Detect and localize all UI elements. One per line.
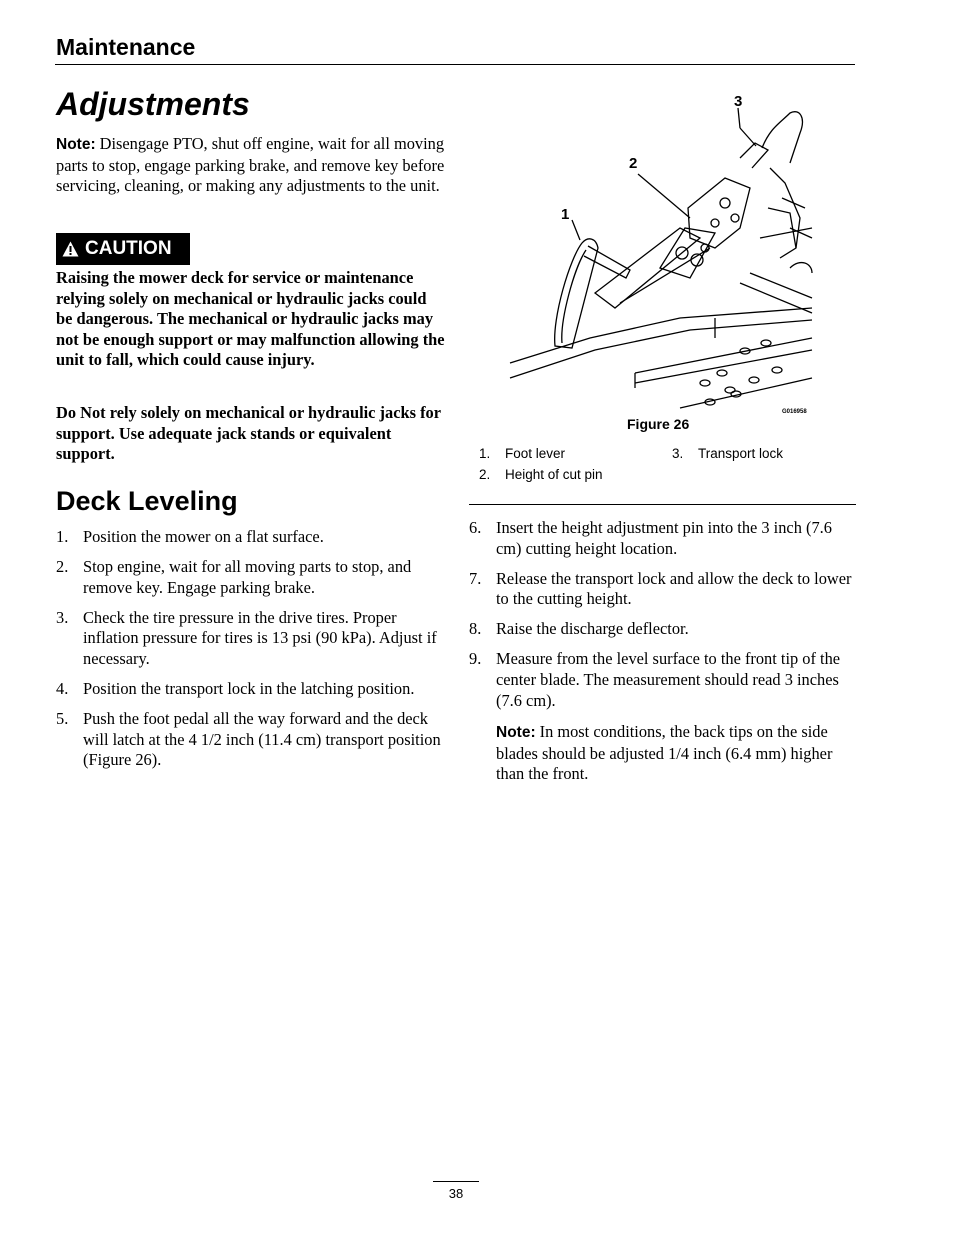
step-text: Position the transport lock in the latching position. (83, 679, 415, 699)
note-label: Note: (56, 136, 96, 153)
legend-label: Foot lever (505, 446, 566, 461)
step-number: 7. (469, 568, 482, 588)
list-item (469, 619, 859, 640)
legend-label: Height of cut pin (505, 467, 603, 482)
legend-item (672, 446, 783, 461)
list-item (469, 649, 859, 711)
page-title: Adjustments (56, 86, 250, 122)
step-text: Raise the discharge deflector. (496, 619, 689, 639)
step-number: 1. (56, 527, 69, 546)
legend-number: 1. (479, 446, 491, 461)
step-number: 8. (469, 619, 482, 639)
step-number: 4. (56, 679, 69, 699)
figure-26-illustration (500, 88, 820, 418)
note-block (56, 134, 446, 197)
step-text: Stop engine, wait for all moving parts to stop, and remove key. Engage parking brake. (83, 557, 412, 597)
step-text: Measure from the level surface to the front tip of the center blade. The measurement should read 3 inches (7.6 cm). (496, 649, 841, 710)
list-item (56, 679, 446, 700)
section-heading: Deck Leveling (56, 486, 238, 516)
note-text: In most conditions, the back tips on the side blades should be adjusted 1/4 inch (6.4 mm) higher than the front. (496, 722, 833, 784)
note-label: Note: (496, 724, 536, 741)
list-item (56, 608, 446, 670)
list-item (56, 709, 446, 771)
caution-text: Raising the mower deck for service or maintenance relying solely on mechanical or hydraulic jacks could be dangerous. The mechanical or hydraulic jacks may not be enough support or may malfunction allowing the unit to fall, which could cause injury. (56, 268, 445, 370)
header-rule (55, 64, 855, 65)
legend-number: 2. (479, 467, 491, 482)
page-number: 38 (448, 1186, 464, 1201)
legend-item (479, 467, 603, 482)
step-text: Check the tire pressure in the drive tires. Proper inflation pressure for tires is 13 psi (90 kPa). Adjust if necessary. (83, 607, 437, 668)
figure-divider (469, 504, 856, 505)
step-note (496, 722, 856, 785)
step-number: 9. (469, 649, 482, 669)
section-header: Maintenance (56, 34, 196, 60)
steps-list (56, 527, 446, 780)
image-code: G016958 (782, 409, 807, 415)
list-item (56, 557, 446, 598)
step-text: Release the transport lock and allow the deck to lower to the cutting height. (496, 568, 852, 609)
legend-number: 3. (672, 446, 684, 461)
legend-label: Transport lock (698, 446, 784, 461)
steps-list (469, 518, 859, 721)
step-text: Position the mower on a flat surface. (83, 527, 324, 546)
step-number: 3. (56, 607, 69, 627)
caution-label: CAUTION (85, 238, 172, 259)
step-number: 2. (56, 557, 69, 577)
callout-3: 3 (734, 93, 743, 110)
warning-triangle-icon (62, 241, 79, 257)
step-text: Insert the height adjustment pin into the 3 inch (7.6 cm) cutting height location. (496, 518, 832, 558)
step-number: 5. (56, 709, 69, 729)
note-text: Disengage PTO, shut off engine, wait for all moving parts to stop, engage parking brake, and remove key before servicing, cleaning, or making any adjustments to the unit. (56, 134, 445, 196)
caution-badge (56, 233, 190, 265)
legend-item (479, 446, 565, 461)
callout-1: 1 (561, 206, 570, 223)
caution-paragraph (56, 403, 446, 465)
step-text: Push the foot pedal all the way forward and the deck will latch at the 4 1/2 inch (11.4 cm) transport position (Figure 26). (83, 709, 441, 770)
caution-paragraph (56, 268, 446, 371)
figure-caption: Figure 26 (627, 416, 690, 432)
list-item (56, 527, 446, 548)
list-item (469, 518, 859, 559)
step-number: 6. (469, 518, 482, 537)
caution-text: Do Not rely solely on mechanical or hydraulic jacks for support. Use adequate jack stands or equivalent support. (56, 403, 441, 464)
list-item (469, 569, 859, 610)
callout-2: 2 (629, 155, 638, 172)
page-number-rule (433, 1181, 479, 1182)
